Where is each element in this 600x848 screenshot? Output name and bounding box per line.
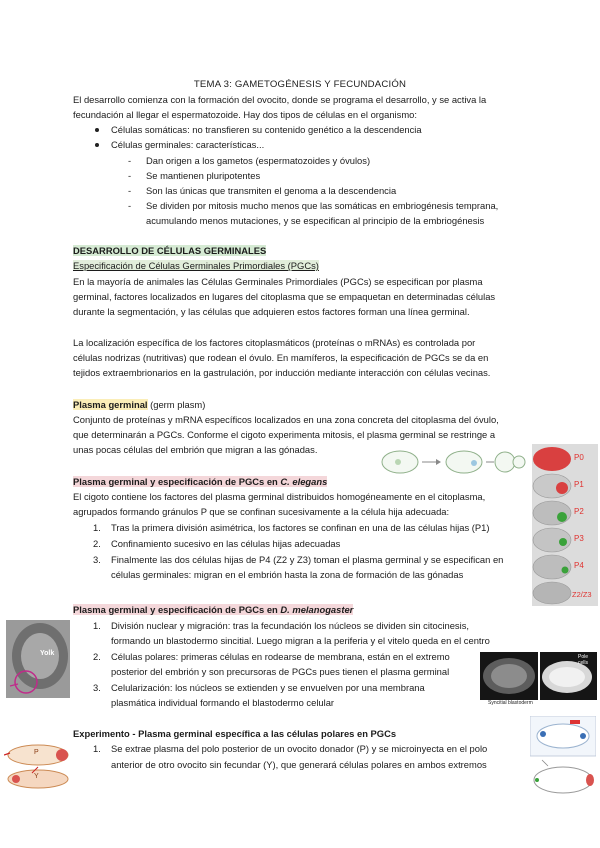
label-z2z3: Z2/Z3 (572, 590, 592, 599)
pole-cells-label: Pole cells (578, 654, 589, 666)
zygote-schematic-figure (378, 444, 526, 476)
drosophila-heading-prefix: Plasma germinal y especificación de PGCs en (73, 604, 281, 615)
label-p1: P1 (574, 480, 584, 489)
intro-line-1: El desarrollo comienza con la formación del ovocito, donde se programa el desarrollo, y se activa la (73, 94, 487, 105)
drosophila-step-1: 1. División nuclear y migración: tras la fecundación los núcleos se dividen sin citocinesis, (93, 620, 469, 631)
drosophila-syncytial-figure (6, 620, 70, 698)
yolk-label: Yolk (40, 650, 55, 657)
label-p0: P0 (574, 453, 584, 462)
germ-feature-1: - Dan origen a los gametos (espermatozoides y óvulos) (146, 155, 370, 167)
celegans-step-3-cont: células germinales: migran en el embrión hasta la zona de formación de las gónadas (111, 569, 464, 580)
oocyte-label-y: Y (34, 773, 39, 780)
para1-line-3: durante la segmentación, y las células que adquieren estos factores forman una línea germinal. (73, 306, 470, 317)
label-p2: P2 (574, 507, 584, 516)
drosophila-step-3: 3. Celularización: los núcleos se extienden y se envuelven por una membrana (93, 682, 425, 693)
experiment-heading: Experimento - Plasma germinal específica a las células polares en PGCs (73, 728, 397, 739)
label-p3: P3 (574, 534, 584, 543)
plasma-line-1: Conjunto de proteínas y mRNA específicos localizados en una zona concreta del citoplasma del óvulo, (73, 414, 499, 425)
celegans-step-1: 1. Tras la primera división asimétrica, los factores se confinan en una de las células hijas (P1) (93, 522, 490, 533)
drosophila-heading (73, 604, 353, 615)
plasma-line-3: unas pocas células del embrión que migran a las gónadas. (73, 444, 318, 455)
plasma-heading-suffix: (germ plasm) (147, 399, 206, 410)
drosophila-step-2: 2. Células polares: primeras células en rodearse de membrana, están en el extremo (93, 651, 450, 662)
celegans-heading-prefix: Plasma germinal y especificación de PGCs en (73, 476, 281, 487)
experiment-diagram-figure (530, 716, 596, 798)
para1-line-1: En la mayoría de animales las Células Germinales Primordiales (PGCs) se especifican por plasma (73, 276, 483, 287)
drosophila-step-2-cont: posterior del embrión y son precursoras de PGCs pues tienen el plasma germinal (111, 666, 450, 677)
celegans-step-2: 2. Confinamiento sucesivo en las células hijas adecuadas (93, 538, 341, 549)
drosophila-step-3-cont: plasmática individual formando el blastodermo celular (111, 697, 335, 708)
germ-feature-2: - Se mantienen pluripotentes (146, 170, 260, 182)
para2-line-2: células nodrizas (nutritivas) que rodean el óvulo. En mamíferos, la especificación de PGCs se da en (73, 352, 489, 363)
experiment-step-1: 1. Se extrae plasma del polo posterior de un ovocito donador (P) y se microinyecta en el polo (93, 743, 488, 754)
germ-feature-4-cont: acumulando menos mutaciones, y se especifican al principio de la embriogénesis (146, 215, 485, 226)
page-title: TEMA 3: GAMETOGÉNESIS Y FECUNDACIÓN (193, 79, 407, 90)
oocyte-label-p: P (34, 749, 39, 756)
celegans-line-1: El cigoto contiene los factores del plasma germinal distribuidos homogéneamente en el citoplasma, (73, 491, 486, 502)
bullet-somatic: Células somáticas: no transfieren su contenido genético a la descendencia (111, 124, 422, 135)
oocyte-injection-figure (4, 741, 72, 791)
drosophila-embryo-figure (480, 652, 597, 710)
subsection-heading: Especificación de Células Germinales Primordiales (PGCs) (73, 260, 319, 271)
experiment-step-1-cont: anterior de otro ovocito sin fecundar (Y), que generará células polares en ambos extremos (111, 759, 487, 770)
section-heading: DESARROLLO DE CÉLULAS GERMINALES (73, 245, 267, 256)
label-p4: P4 (574, 561, 584, 570)
celegans-heading (73, 476, 327, 487)
intro-line-2: fecundación al llegar el espermatozoide. Hay dos tipos de células en el organismo: (73, 109, 417, 120)
celegans-step-3: 3. Finalmente las dos células hijas de P4 (Z2 y Z3) toman el plasma germinal y se especifican en (93, 554, 504, 565)
drosophila-step-1-cont: formando un blastodermo sincitial. Luego migran a la periferia y el vitelo queda en el centro (111, 635, 490, 646)
para2-line-3: tejidos extraembrionarios en la gastrulación, por inducción mediante interacción con células vecinas. (73, 367, 491, 378)
celegans-heading-species: C. elegans (280, 476, 328, 487)
drosophila-heading-species: D. melanogaster (280, 604, 354, 615)
bullet-germinal: Células germinales: características... (111, 139, 265, 150)
celegans-embryo-figure (532, 444, 598, 606)
syncitial-label: Syncitial blastoderm (488, 700, 533, 706)
germ-feature-4: - Se dividen por mitosis mucho menos que las somáticas en embriogénesis temprana, (146, 200, 498, 212)
germ-feature-3: - Son las únicas que transmiten el genoma a la descendencia (146, 185, 396, 197)
para2-line-1: La localización específica de los factores citoplasmáticos (proteínas o mRNAs) es controlada por (73, 337, 476, 348)
celegans-line-2: agrupados formando gránulos P que se confinan sucesivamente a la célula hija adecuada: (73, 506, 450, 517)
plasma-line-2: que determinarán a PGCs. Conforme el cigoto experimenta mitosis, el plasma germinal se restringe a (73, 429, 496, 440)
plasma-heading: Plasma germinal (73, 399, 148, 410)
para1-line-2: germinal, factores localizados en lugares del citoplasma que se empaquetan en determinadas células (73, 291, 496, 302)
